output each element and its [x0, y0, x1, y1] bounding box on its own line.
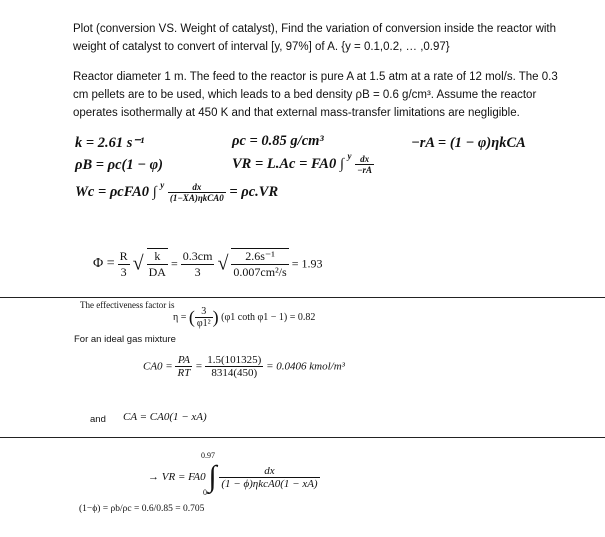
problem-statement	[73, 20, 588, 56]
problem-line-2: weight of catalyst to convert of interval [y, 97%] of A. {y = 0.1,0.2, … ,0.97}	[73, 41, 450, 53]
description-line-3: operates isothermally at 450 K and that external mass-transfer limitations are negligible.	[73, 107, 520, 119]
and-label: and	[90, 414, 106, 425]
integral-lower-limit: 0	[203, 488, 207, 497]
integral-upper-limit: 0.97	[201, 451, 215, 460]
catalyst-weight: Wc = ρcFA0 ∫ $^y$ $\frac{dx}{\text{(1−XA)ηkCA0}}$ = ρc.VR	[75, 179, 279, 203]
thiele-modulus: Φ = $\frac{R}{3}$ √ $\frac{k}{DA}$ = $\frac{0.3cm}{3}$ √ $\frac{\text{2.6s⁻¹}}{\text{0.007cm²/s}}$ = 1.93	[93, 248, 323, 279]
ideal-gas-label: For an ideal gas mixture	[74, 334, 176, 345]
problem-line-1: Plot (conversion VS. Weight of catalyst), Find the variation of conversion inside the reactor with	[73, 23, 557, 35]
concentration-expression: CA = CA0(1 − xA)	[123, 411, 207, 423]
final-volume-equation: → VR = FA0 ∫ $\frac{dx}{\text{(1 − ϕ)ηkcA0(1 − xA)}}$	[148, 460, 318, 493]
reactor-description	[73, 68, 588, 122]
porosity-relation: (1−ϕ) = ρb/ρc = 0.6/0.85 = 0.705	[79, 504, 205, 514]
catalyst-density: ρc = 0.85 g/cm³	[232, 133, 324, 149]
bed-density: ρB = ρc(1 − φ)	[75, 157, 163, 173]
initial-concentration: CA0 = $\frac{PA}{RT}$ = $\frac{1.5(101325)}{8314(450)}$ = 0.0406 kmol/m³	[143, 354, 345, 379]
rate-constant: k = 2.61 s⁻¹	[75, 135, 145, 151]
effectiveness-label: The effectiveness factor is	[80, 300, 175, 310]
description-line-1: Reactor diameter 1 m. The feed to the reactor is pure A at 1.5 atm at a rate of 12 mol/s. The 0.3	[73, 71, 558, 83]
divider-2	[0, 437, 605, 438]
effectiveness-equation: η = ( $\frac{3}{\text{φ1²}}$ ) (φ1 coth φ1 − 1) = 0.82	[173, 306, 316, 329]
description-line-2: cm pellets are to be used, which leads to a bed density ρB = 0.6 g/cm³. Assume the reactor	[73, 89, 537, 101]
reactor-volume: VR = L.Ac = FA0 ∫ $^y$ $\frac{dx}{-rA}$	[232, 150, 373, 175]
rate-law: −rA = (1 − φ)ηkCA	[411, 135, 526, 151]
divider-1	[0, 297, 605, 298]
